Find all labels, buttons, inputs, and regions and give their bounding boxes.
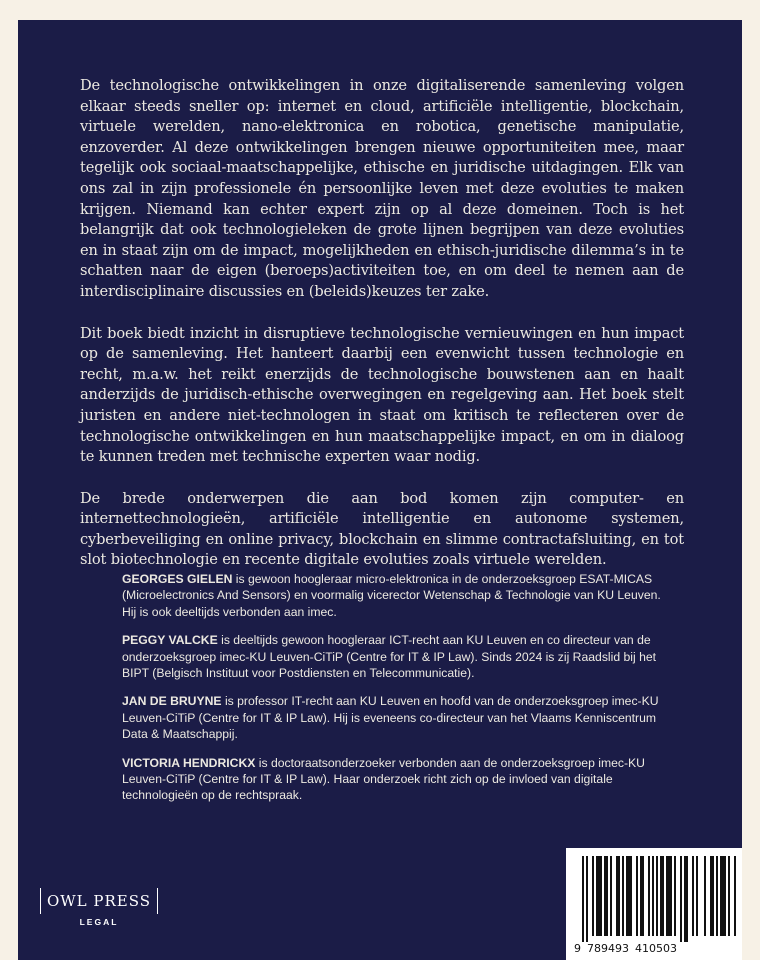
author-bio-text: is professor IT-recht aan KU Leuven en hoofd van de onderzoeksgroep imec-KU Leuven-CiTiP (Centre for IT & IP Law). Hij is eveneens co-directeur van het Vlaams Kenniscentrum Data & Maatschappij. <box>122 694 659 742</box>
author-bio-text: is doctoraatsonderzoeker verbonden aan de onderzoeksgroep imec-KU Leuven-CiTiP (Centre for IT & IP Law). Haar onderzoek richt zich op de invloed van digitale technologieën op de rechtspraak. <box>122 755 645 803</box>
author-name: PEGGY VALCKE <box>122 633 218 648</box>
blurb-paragraph-1: De technologische ontwikkelingen in onze digitaliserende samenleving volgen elkaar steeds sneller op: internet en cloud, artificiële intelligentie, blockchain, virtuele werelden, nano-elektronica en robotica, genetische manipulatie, enzoverder. Al deze ontwikkelingen brengen nieuwe opportuniteiten mee, maar tegelijk ook sociaal-maatschappelijke, ethische en juridische uitdagingen. Elk van ons zal in zijn professionele én persoonlijke leven met deze evoluties te maken krijgen. Niemand kan echter expert zijn op al deze domeinen. Toch is het belangrijk dat ook technologieleken de grote lijnen begrijpen van deze evoluties en in staat zijn om de impact, mogelijkheden en ethisch-juridische dilemma’s in te schatten naar de eigen (beroeps)activiteiten toe, en om deel te nemen aan de interdisciplinaire discussies en (beleids)keuzes ter zake. <box>80 77 684 300</box>
isbn-digit-group: 410503 <box>635 942 677 955</box>
author-bios <box>122 571 662 816</box>
author-name: GEORGES GIELEN <box>122 572 233 586</box>
author-bio-text: is deeltijds gewoon hoogleraar ICT-recht aan KU Leuven en co directeur van de onderzoeksgroep imec-KU Leuven-CiTiP (Centre for IT & IP Law). Sinds 2024 is zij Raadslid bij het BIPT (Belgisch Instituut voor Postdiensten en Telecommunicatie). <box>122 633 657 681</box>
blurb <box>80 76 684 592</box>
isbn-barcode <box>566 848 742 960</box>
barcode-bar <box>604 856 608 936</box>
publisher-logo <box>40 888 160 930</box>
barcode-bar <box>626 856 632 936</box>
publisher-imprint: LEGAL <box>79 917 119 927</box>
author-name: JAN DE BRUYNE <box>122 694 222 709</box>
blurb-paragraph-2: Dit boek biedt inzicht in disruptieve technologische vernieuwingen en hun impact op de samenleving. Het hanteert daarbij een evenwicht tussen technologie en recht, m.a.w. het reikt enerzijds de technologische bouwstenen aan en haalt anderzijds de juridisch-ethische overwegingen en regelgeving aan. Het boek stelt juristen en andere niet-technologen in staat om kritisch te reflecteren over de technologische ontwikkelingen en hun maatschappelijke impact, en om in dialoog te kunnen treden met technische experten waar nodig. <box>80 324 684 466</box>
barcode-bar <box>648 856 650 936</box>
barcode-bar <box>684 856 688 942</box>
blurb-paragraph-3: De brede onderwerpen die aan bod komen zijn computer- en internettechnologieën, artificiële intelligentie en autonome systemen, cyberbeveiliging en online privacy, blockchain en slimme contractafsluiting, en tot slot biotechnologie en recente digitale evoluties zoals virtuele werelden. <box>80 489 684 569</box>
barcode-bar <box>716 856 718 936</box>
isbn-number <box>574 942 736 955</box>
back-cover <box>18 20 742 960</box>
publisher-name: OWL PRESS <box>40 888 158 914</box>
barcode-bar <box>616 856 620 936</box>
author-bio <box>122 693 662 742</box>
isbn-digit-group: 9 <box>574 942 581 955</box>
barcode-bar <box>656 856 658 936</box>
barcode-bar <box>674 856 676 936</box>
barcode-bar <box>592 856 594 936</box>
barcode-bar <box>610 856 612 936</box>
barcode-bar <box>636 856 638 936</box>
barcode-bar <box>696 856 698 936</box>
barcode-bar <box>692 856 694 936</box>
barcode-bar <box>660 856 664 936</box>
barcode-bar <box>720 856 726 936</box>
barcode-bar <box>710 856 714 936</box>
barcode-bar <box>586 856 588 942</box>
barcode-bar <box>704 856 706 936</box>
barcode-bar <box>734 856 736 936</box>
barcode-bar <box>652 856 654 936</box>
barcode-bar <box>622 856 624 936</box>
barcode-bar <box>596 856 602 936</box>
barcode-bar <box>582 856 584 942</box>
isbn-digit-group: 789493 <box>587 942 629 955</box>
author-bio-text: is gewoon hoogleraar micro-elektronica in de onderzoeksgroep ESAT-MICAS (Microelectronics And Sensors) en voormalig vicerector Wetenschap & Technologie van KU Leuven. Hij is ook deeltijds verbonden aan imec. <box>122 572 661 619</box>
barcode-bar <box>680 856 682 942</box>
barcode-bar <box>666 856 672 936</box>
author-bio <box>122 571 662 620</box>
barcode-bar <box>728 856 730 936</box>
author-bio <box>122 632 662 681</box>
author-name: VICTORIA HENDRICKX <box>122 755 256 770</box>
author-bio <box>122 755 662 804</box>
barcode-bar <box>640 856 644 936</box>
